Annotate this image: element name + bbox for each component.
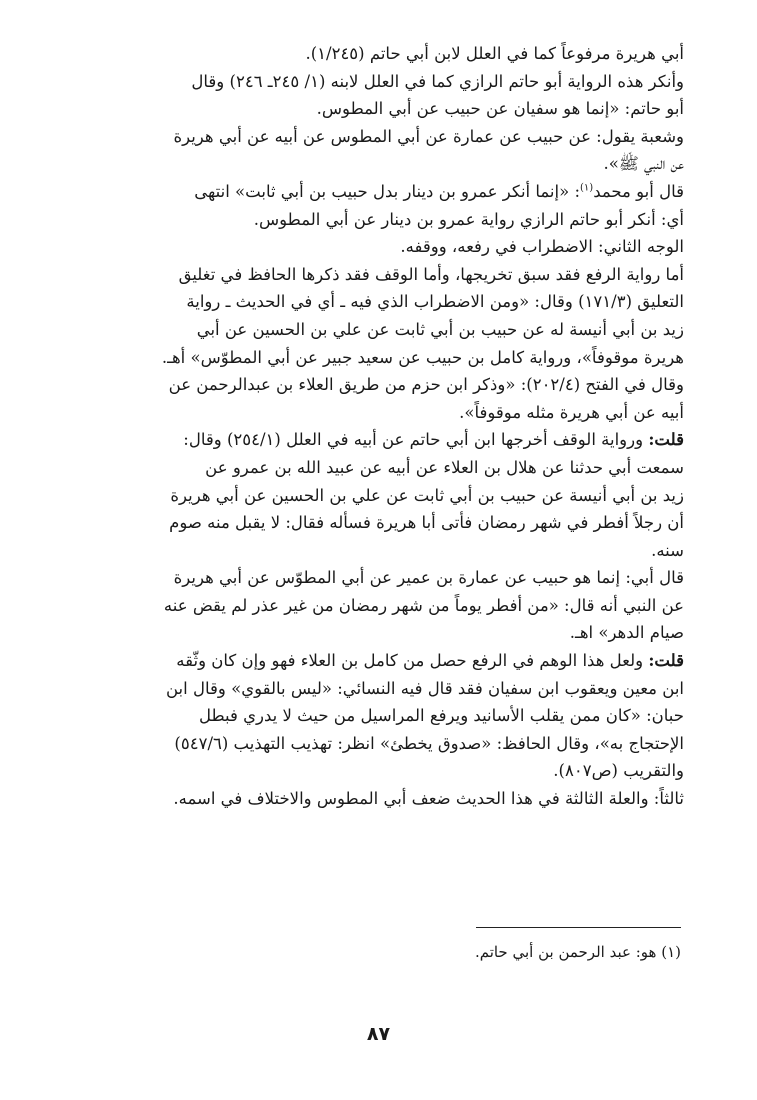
- text-segment: ورواية الوقف أخرجها ابن أبي حاتم عن أبيه في العلل (٢٥٤/١) وقال:: [183, 430, 649, 450]
- text-line: عن النبي أنه قال: «من أفطر يوماً من شهر رمضان من غير عذر لم يقض عنه: [163, 595, 684, 615]
- text-line: أبو حاتم: «إنما هو سفيان عن حبيب عن أبي المطوس.: [316, 99, 684, 119]
- text-line: الإحتجاج به»، وقال الحافظ: «صدوق يخطئ» انظر: تهذيب التهذيب (٥٤٧/٦): [174, 733, 684, 753]
- text-line: [72, 178, 684, 206]
- footnote-marker: (١): [661, 943, 681, 961]
- text-line: [72, 647, 684, 675]
- text-line: عن النبي ﷺ».: [603, 154, 684, 174]
- text-line: زيد بن أبي أنيسة له عن حبيب بن أبي ثابت عن علي بن الحسين عن أبي: [196, 319, 684, 339]
- text-line: ثالثاً: والعلة الثالثة في هذا الحديث ضعف أبي المطوس والاختلاف في اسمه.: [173, 789, 684, 809]
- footnote-text: هو: عبد الرحمن بن أبي حاتم.: [474, 943, 657, 961]
- text-line: صيام الدهر» اهـ.: [569, 623, 684, 643]
- text-segment: ولعل هذا الوهم في الرفع حصل من كامل بن العلاء فهو وإن كان وثّقه: [176, 651, 649, 671]
- text-line: وأنكر هذه الرواية أبو حاتم الرازي كما في العلل لابنه (١/ ٢٤٥ـ ٢٤٦) وقال: [191, 71, 684, 91]
- text-line: هريرة موقوفاً»، ورواية كامل بن حبيب عن سعيد جبير عن أبي المطوّس» أهـ.: [161, 347, 684, 367]
- text-line: ابن معين ويعقوب ابن سفيان فقد قال فيه النسائي: «ليس بالقوي» وقال ابن: [166, 678, 684, 698]
- text-line: الوجه الثاني: الاضطراب في رفعه، ووقفه.: [400, 237, 684, 257]
- main-text: [72, 40, 684, 813]
- text-line: حبان: «كان ممن يقلب الأسانيد ويرفع المراسيل من حيث لا يدري فبطل: [199, 706, 684, 726]
- text-line: أبيه عن أبي هريرة مثله موقوفاً».: [459, 402, 684, 422]
- text-line: أي: أنكر أبو حاتم الرازي رواية عمرو بن دينار عن أبي المطوس.: [253, 209, 684, 229]
- page-number: ٨٧: [366, 1023, 391, 1045]
- text-line: وشعبة يقول: عن حبيب عن عمارة عن أبي المطوس عن أبيه عن أبي هريرة: [173, 126, 684, 146]
- text-line: التعليق (١٧١/٣) وقال: «ومن الاضطراب الذي فيه ـ أي في الحديث ـ رواية: [186, 292, 684, 312]
- text-line: سنه.: [651, 540, 684, 560]
- text-line: وقال في الفتح (٢٠٢/٤): «وذكر ابن حزم من طريق العلاء بن عبدالرحمن عن: [168, 375, 684, 395]
- text-line: قال أبي: إنما هو حبيب عن عمارة بن عمير عن أبي المطوّس عن أبي هريرة: [173, 568, 684, 588]
- text-line: أما رواية الرفع فقد سبق تخريجها، وأما الوقف فقد ذكرها الحافظ في تغليق: [178, 264, 684, 284]
- qult-label: قلت:: [648, 430, 684, 450]
- text-segment: قال أبو محمد: [593, 181, 684, 201]
- text-line: أبي هريرة مرفوعاً كما في العلل لابن أبي حاتم (١/٢٤٥).: [305, 44, 684, 63]
- qult-label: قلت:: [648, 651, 684, 671]
- footnote-separator: [476, 927, 681, 928]
- footnote-reference: (١): [580, 182, 594, 194]
- text-segment: : «إنما أنكر عمرو بن دينار بدل حبيب بن أبي ثابت» انتهى: [194, 181, 581, 201]
- text-line: أن رجلاً أفطر في شهر رمضان فأتى أبا هريرة فسأله فقال: لا يقبل منه صوم: [169, 513, 684, 533]
- footnote: [81, 941, 681, 963]
- text-line: والتقريب (ص٨٠٧).: [553, 761, 684, 781]
- text-line: [72, 426, 684, 454]
- text-line: سمعت أبي حدثنا عن هلال بن العلاء عن أبيه عن عبيد الله بن عمرو عن: [205, 457, 684, 477]
- text-line: زيد بن أبي أنيسة عن حبيب بن أبي ثابت عن علي بن الحسين عن أبي هريرة: [170, 485, 684, 505]
